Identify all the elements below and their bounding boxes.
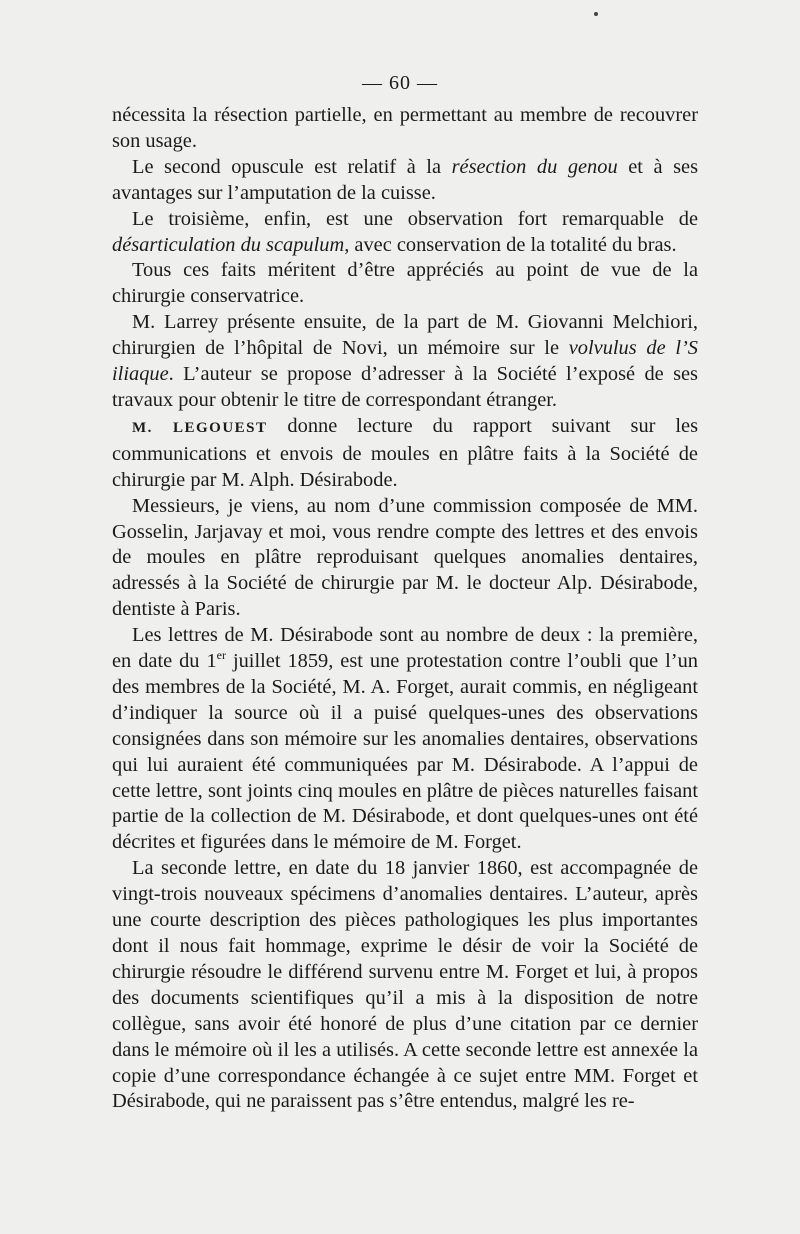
text-run: M. Larrey présente ensuite, de la part de M. Giovanni Melchiori, chirurgien de l’hôpital de Novi, un mémoire sur le	[112, 311, 698, 360]
text-run: Le troisième, enfin, est une observation fort remarquable de	[132, 207, 698, 230]
text-run: La seconde lettre, en date du 18 janvier 1860, est accompagnée de vingt-trois nouveaux spécimens d’anomalies dentaires. L’auteur, après une courte description des pièces pathologiques les plus importantes dont il nous fait hommage, exprime le désir de voir la Société de chirurgie résoudre le différend survenu entre M. Forget et lui, à propos des documents scientifiques qu’il a mis à la disposition de notre collègue, sans avoir été honoré de plus d’une citation par ce dernier dans le mémoire où il les a utilisés. A cette seconde lettre est annexée la copie d’une correspondance échangée à ce sujet entre MM. Forget et Désirabode, qui ne paraissent pas s’être entendus, malgré les re-	[112, 857, 698, 1113]
text-run: donne lecture du rapport suivant sur les communications et envois de moules en plâtre faits à la Société de chirurgie par M. Alph. Désirabode.	[112, 414, 698, 491]
paragraph	[112, 258, 698, 310]
speaker-name: M. LEGOUEST	[132, 419, 268, 436]
paragraph	[112, 494, 698, 624]
paragraph	[112, 310, 698, 414]
paragraph	[112, 623, 698, 856]
text-run: juillet 1859, est une protestation contre l’oubli que l’un des membres de la Société, M. A. Forget, aurait commis, en négligeant d’indiquer la source où il a puisé quelques-unes des observations consignées dans son mémoire sur les anomalies dentaires, observations qui lui auraient été communiquées par M. Désirabode. A l’appui de cette lettre, sont joints cinq moules en plâtre de pièces naturelles faisant partie de la collection de M. Désirabode, et dont quelques-unes ont été décrites et figurées dans le mémoire de M. Forget.	[112, 650, 698, 854]
paragraph	[112, 155, 698, 207]
text-run: . L’auteur se propose d’adresser à la Société l’exposé de ses travaux pour obtenir le titre de correspondant étranger.	[112, 363, 698, 411]
text-run: Le second opuscule est relatif à la	[132, 155, 452, 178]
paragraph	[112, 414, 698, 494]
text-run: nécessita la résection partielle, en permettant au membre de recouvrer son usage.	[112, 104, 698, 152]
text-run: et à ses avantages sur l’amputation de la cuisse.	[112, 155, 698, 204]
body-text	[112, 103, 698, 1115]
page-number: — 60 —	[362, 72, 438, 94]
ink-speck	[594, 12, 598, 16]
paragraph	[112, 207, 698, 259]
italic-text: volvulus de l’S iliaque	[112, 337, 698, 386]
text-run: Messieurs, je viens, au nom d’une commission composée de MM. Gosselin, Jarjavay et moi, vous rendre compte des lettres et des envois de moules en plâtre reproduisant quelques anomalies dentaires, adressés à la Société de chirurgie par M. le docteur Alp. Désirabode, dentiste à Paris.	[112, 494, 698, 621]
paragraph	[112, 856, 698, 1115]
text-run: Tous ces faits méritent d’être appréciés au point de vue de la chirurgie conservatrice.	[112, 259, 698, 308]
text-run: , avec conservation de la totalité du bras.	[344, 233, 677, 256]
superscript-text: er	[216, 648, 226, 663]
italic-text: désarticulation du scapulum	[112, 233, 345, 256]
paragraph	[112, 103, 698, 155]
text-run: Les lettres de M. Désirabode sont au nombre de deux : la première, en date du 1	[112, 624, 698, 673]
italic-text: résection du genou	[451, 155, 618, 178]
